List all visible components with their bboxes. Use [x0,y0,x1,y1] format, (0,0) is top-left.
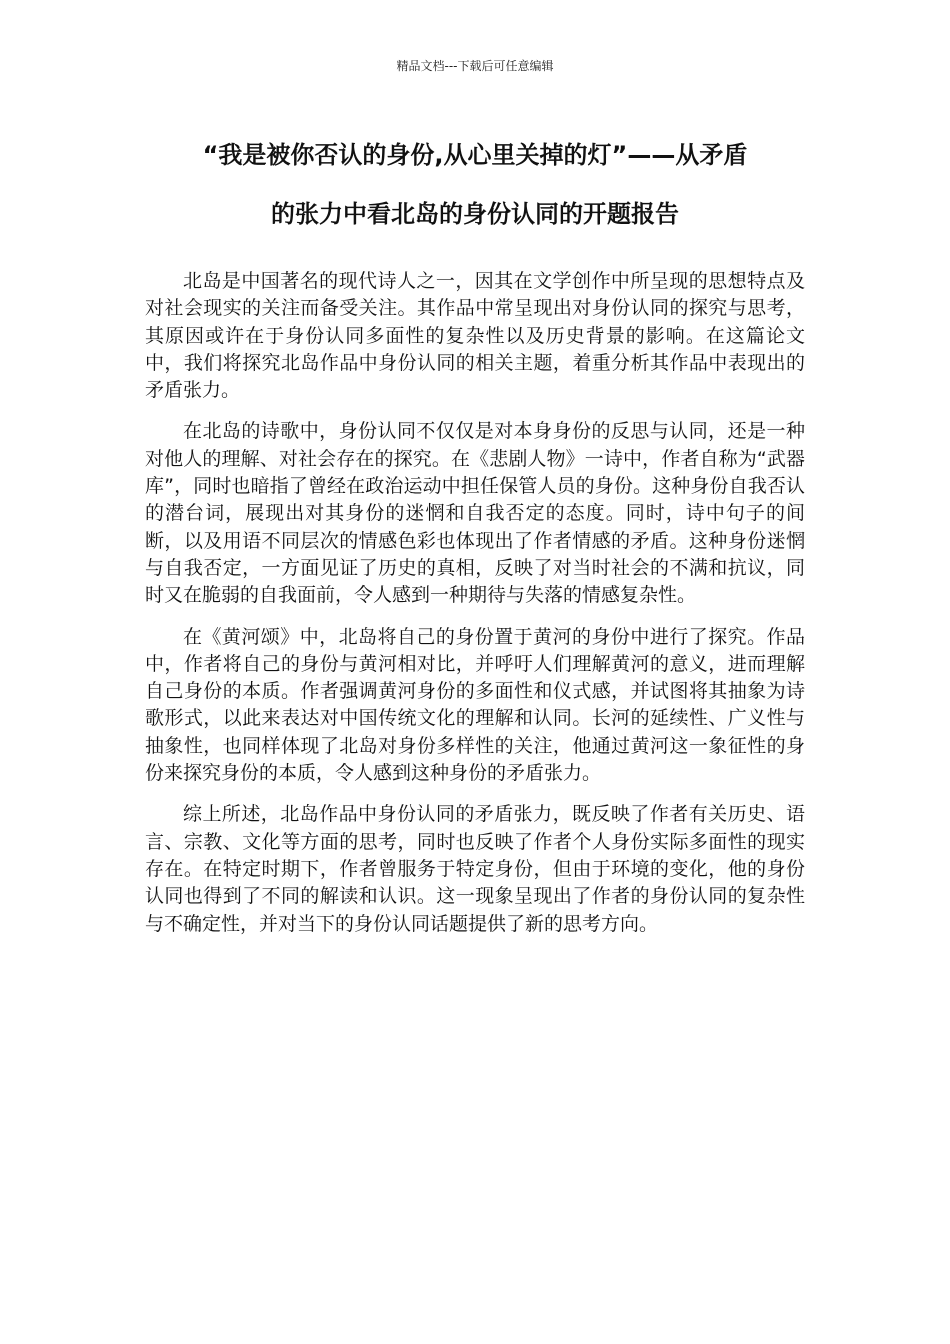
document-title-line-1: “我是被你否认的身份,从心里关掉的灯”——从矛盾 [202,141,748,169]
document-body [145,268,805,952]
document-title-line-2: 的张力中看北岛的身份认同的开题报告 [271,200,679,228]
paragraph-4: 综上所述，北岛作品中身份认同的矛盾张力，既反映了作者有关历史、语言、宗教、文化等方面的思考，同时也反映了作者个人身份实际多面性的现实存在。在特定时期下，作者曾服务于特定身份，但由于环境的变化，他的身份认同也得到了不同的解读和认识。这一现象呈现出了作者的身份认同的复杂性与不确定性，并对当下的身份认同话题提供了新的思考方向。 [145,803,805,935]
paragraph-1: 北岛是中国著名的现代诗人之一，因其在文学创作中所呈现的思想特点及对社会现实的关注而备受关注。其作品中常呈现出对身份认同的探究与思考，其原因或许在于身份认同多面性的复杂性以及历史背景的影响。在这篇论文中，我们将探究北岛作品中身份认同的相关主题，着重分析其作品中表现出的矛盾张力。 [145,270,805,402]
page-header: 精品文档---下载后可任意编辑 [396,59,554,73]
paragraph-3: 在《黄河颂》中，北岛将自己的身份置于黄河的身份中进行了探究。作品中，作者将自己的身份与黄河相对比，并呼吁人们理解黄河的意义，进而理解自己身份的本质。作者强调黄河身份的多面性和仪式感，并试图将其抽象为诗歌形式，以此来表达对中国传统文化的理解和认同。长河的延续性、广义性与抽象性，也同样体现了北岛对身份多样性的关注，他通过黄河这一象征性的身份来探究身份的本质，令人感到这种身份的矛盾张力。 [145,625,805,785]
paragraph-2: 在北岛的诗歌中，身份认同不仅仅是对本身身份的反思与认同，还是一种对他人的理解、对社会存在的探究。在《悲剧人物》一诗中，作者自称为“武器库”，同时也暗指了曾经在政治运动中担任保管人员的身份。这种身份自我否认的潜台词，展现出对其身份的迷惘和自我否定的态度。同时，诗中句子的间断，以及用语不同层次的情感色彩也体现出了作者情感的矛盾。这种身份迷惘与自我否定，一方面见证了历史的真相，反映了对当时社会的不满和抗议，同时又在脆弱的自我面前，令人感到一种期待与失落的情感复杂性。 [145,420,805,607]
document-title [130,126,820,244]
